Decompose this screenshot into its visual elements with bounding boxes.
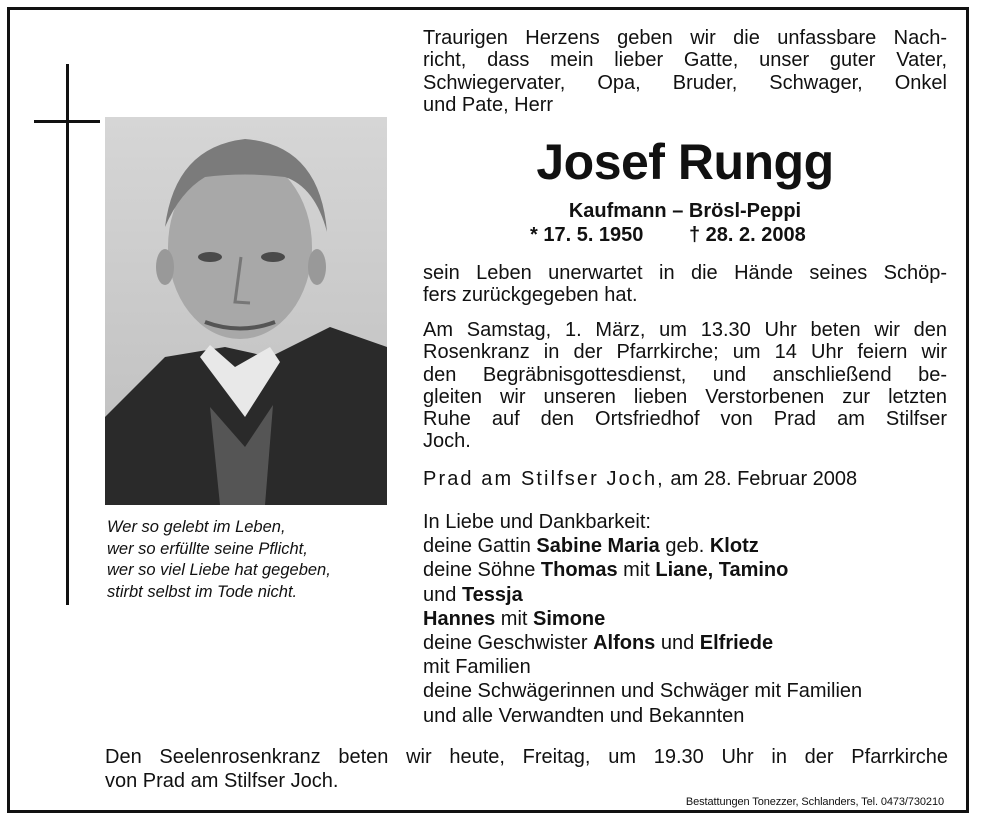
poem-line: stirbt selbst im Tode nicht. xyxy=(107,582,298,601)
text-line: den Begräbnisgottesdienst, und anschließend be- xyxy=(423,363,947,386)
poem-line: Wer so gelebt im Leben, xyxy=(107,518,286,536)
deceased-name: Josef Rungg xyxy=(536,134,834,190)
family-line: und Tessja xyxy=(423,583,523,606)
paragraph-passing xyxy=(423,262,947,307)
lead-line: und Pate, Herr xyxy=(423,93,554,116)
place: Prad am Stilfser Joch, xyxy=(423,468,665,490)
undertaker-credit: Bestattungen Tonezzer, Schlanders, Tel. 0473/730210 xyxy=(685,796,944,808)
family-line: deine Söhne Thomas mit Liane, Tamino xyxy=(423,559,789,582)
family-line: deine Gattin Sabine Maria geb. Klotz xyxy=(423,535,759,558)
family-line: Hannes mit Simone xyxy=(423,607,606,630)
poem-line: wer so erfüllte seine Pflicht, xyxy=(107,539,308,558)
text-line: von Prad am Stilfser Joch. xyxy=(105,770,339,792)
family-line: mit Familien xyxy=(423,656,531,679)
family-line: und alle Verwandten und Bekannten xyxy=(423,704,745,727)
text-line: fers zurückgegeben hat. xyxy=(423,284,638,307)
portrait-photo xyxy=(105,117,387,505)
paragraph-funeral xyxy=(423,319,947,453)
lead-line: Schwiegervater, Opa, Bruder, Schwager, Onkel xyxy=(423,71,947,94)
date: am 28. Februar 2008 xyxy=(670,468,858,490)
lead-line: Traurigen Herzens geben wir die unfassbare Nach- xyxy=(423,27,947,49)
place-and-date xyxy=(423,467,857,491)
family-intro: In Liebe und Dankbarkeit: xyxy=(423,511,651,533)
family-line: deine Schwägerinnen und Schwäger mit Familien xyxy=(423,680,863,703)
memorial-poem xyxy=(107,517,397,603)
text-line: sein Leben unerwartet in die Hände seines Schöp- xyxy=(423,262,947,284)
death-date: † 28. 2. 2008 xyxy=(689,224,806,246)
text-line: Joch. xyxy=(423,430,471,453)
text-line: Den Seelenrosenkranz beten wir heute, Freitag, um 19.30 Uhr in der Pfarrkirche xyxy=(105,746,948,768)
birth-date: * 17. 5. 1950 xyxy=(530,224,644,246)
poem-line: wer so viel Liebe hat gegeben, xyxy=(107,561,331,579)
cross-icon-bar xyxy=(34,120,100,123)
family-line: deine Geschwister Alfons und Elfriede xyxy=(423,632,774,655)
text-line: Rosenkranz in der Pfarrkirche; um 14 Uhr feiern wir xyxy=(423,341,947,364)
text-line: Ruhe auf den Ortsfriedhof von Prad am Stilfser xyxy=(423,408,947,431)
cross-icon xyxy=(66,64,69,605)
text-line: gleiten wir unseren lieben Verstorbenen zur letzten xyxy=(423,385,947,408)
occupation-nickname: Kaufmann – Brösl-Peppi xyxy=(568,200,802,222)
text-line: Am Samstag, 1. März, um 13.30 Uhr beten wir den xyxy=(423,319,947,341)
rosary-notice xyxy=(105,745,948,793)
announcement-lead xyxy=(423,27,947,116)
family-list xyxy=(423,510,862,728)
lead-line: richt, dass mein lieber Gatte, unser guter Vater, xyxy=(423,49,947,72)
